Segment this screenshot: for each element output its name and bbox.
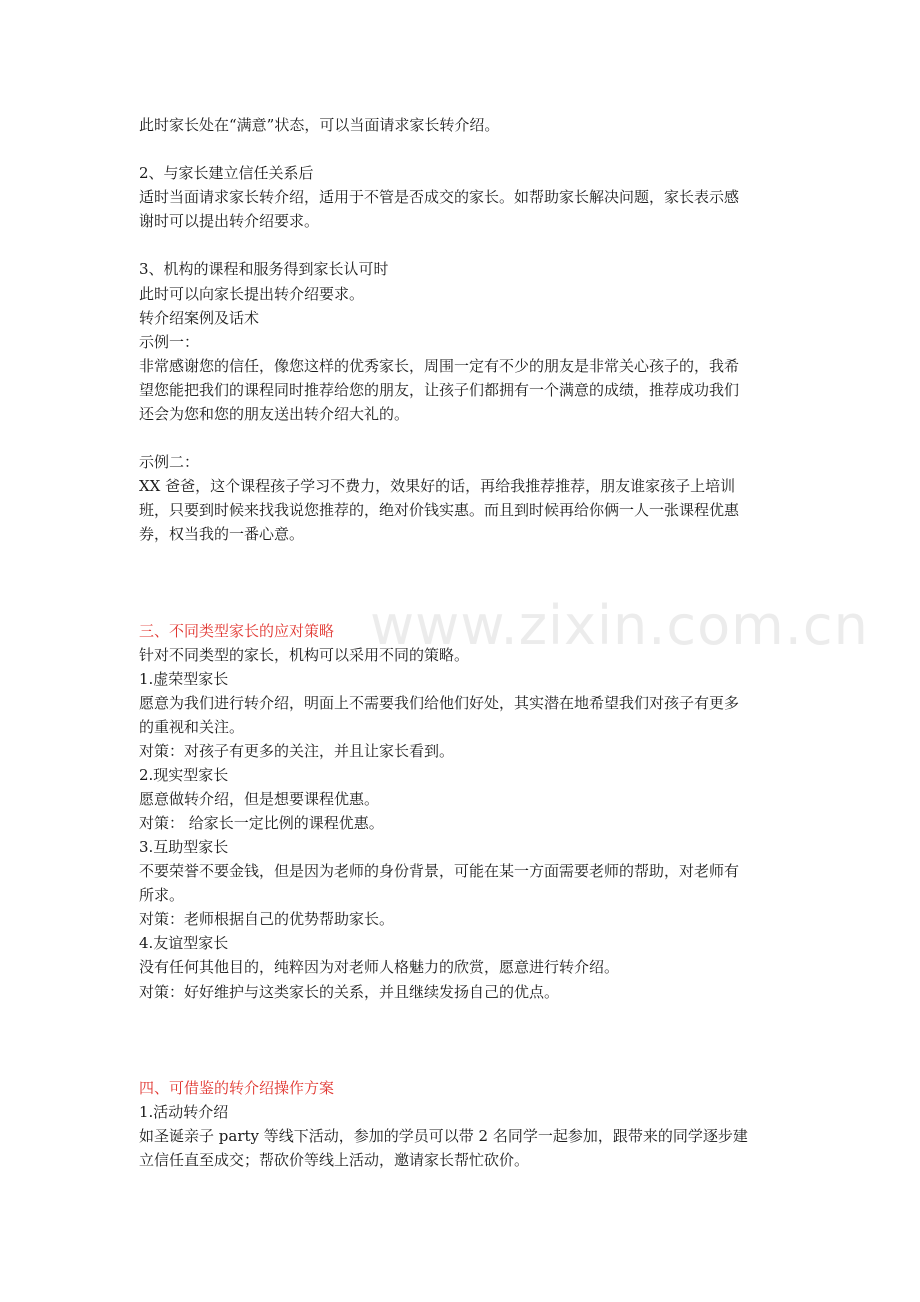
section-heading: 三、不同类型家长的应对策略: [139, 622, 335, 640]
subheading: 3.互助型家长: [139, 838, 229, 856]
example-label: 示例二：: [139, 453, 200, 471]
subheading: 2、与家长建立信任关系后: [139, 164, 314, 182]
paragraph-line: 立信任直至成交；帮砍价等线上活动，邀请家长帮忙砍价。: [139, 1151, 530, 1169]
paragraph-line: 券，权当我的一番心意。: [139, 525, 305, 543]
paragraph-line: 没有任何其他目的，纯粹因为对老师人格魅力的欣赏，愿意进行转介绍。: [139, 958, 620, 976]
paragraph-line: 还会为您和您的朋友送出转介绍大礼的。: [139, 405, 410, 423]
paragraph-line: 非常感谢您的信任，像您这样的优秀家长，周围一定有不少的朋友是非常关心孩子的，我希: [139, 357, 740, 375]
subheading: 1.活动转介绍: [139, 1103, 229, 1121]
paragraph-line: 的重视和关注。: [139, 718, 245, 736]
paragraph-line: 对策：老师根据自己的优势帮助家长。: [139, 910, 395, 928]
paragraph-line: 班，只要到时候来找我说您推荐的，绝对价钱实惠。而且到时候再给你俩一人一张课程优惠: [139, 501, 740, 519]
subheading: 1.虚荣型家长: [139, 670, 229, 688]
subheading: 3、机构的课程和服务得到家长认可时: [139, 260, 389, 278]
paragraph-line: 此时家长处在“满意”状态，可以当面请求家长转介绍。: [139, 116, 500, 134]
paragraph-line: 谢时可以提出转介绍要求。: [139, 212, 320, 230]
paragraph-line: 对策： 给家长一定比例的课程优惠。: [139, 814, 384, 832]
paragraph-line: 对策：对孩子有更多的关注，并且让家长看到。: [139, 742, 455, 760]
watermark: www.zixin.com.cn: [370, 594, 869, 657]
paragraph-line: 此时可以向家长提出转介绍要求。: [139, 285, 365, 303]
paragraph-line: 望您能把我们的课程同时推荐给您的朋友，让孩子们都拥有一个满意的成绩，推荐成功我们: [139, 381, 740, 399]
paragraph-line: 对策：好好维护与这类家长的关系，并且继续发扬自己的优点。: [139, 983, 560, 1001]
subheading: 4.友谊型家长: [139, 934, 229, 952]
paragraph-line: 愿意为我们进行转介绍，明面上不需要我们给他们好处，其实潜在地希望我们对孩子有更多: [139, 694, 740, 712]
paragraph-line: 如圣诞亲子 party 等线下活动，参加的学员可以带 2 名同学一起参加，跟带来的同学逐步建: [139, 1127, 748, 1145]
section-heading: 四、可借鉴的转介绍操作方案: [139, 1079, 335, 1097]
paragraph-line: XX 爸爸，这个课程孩子学习不费力，效果好的话，再给我推荐推荐，朋友谁家孩子上培训: [139, 477, 736, 495]
paragraph-line: 所求。: [139, 886, 185, 904]
example-label: 示例一：: [139, 333, 200, 351]
paragraph-line: 适时当面请求家长转介绍，适用于不管是否成交的家长。如帮助家长解决问题，家长表示感: [139, 188, 740, 206]
paragraph-line: 针对不同类型的家长，机构可以采用不同的策略。: [139, 646, 470, 664]
subheading: 2.现实型家长: [139, 766, 229, 784]
subheading: 转介绍案例及话术: [139, 309, 260, 327]
paragraph-line: 愿意做转介绍，但是想要课程优惠。: [139, 790, 380, 808]
paragraph-line: 不要荣誉不要金钱，但是因为老师的身份背景，可能在某一方面需要老师的帮助，对老师有: [139, 862, 740, 880]
